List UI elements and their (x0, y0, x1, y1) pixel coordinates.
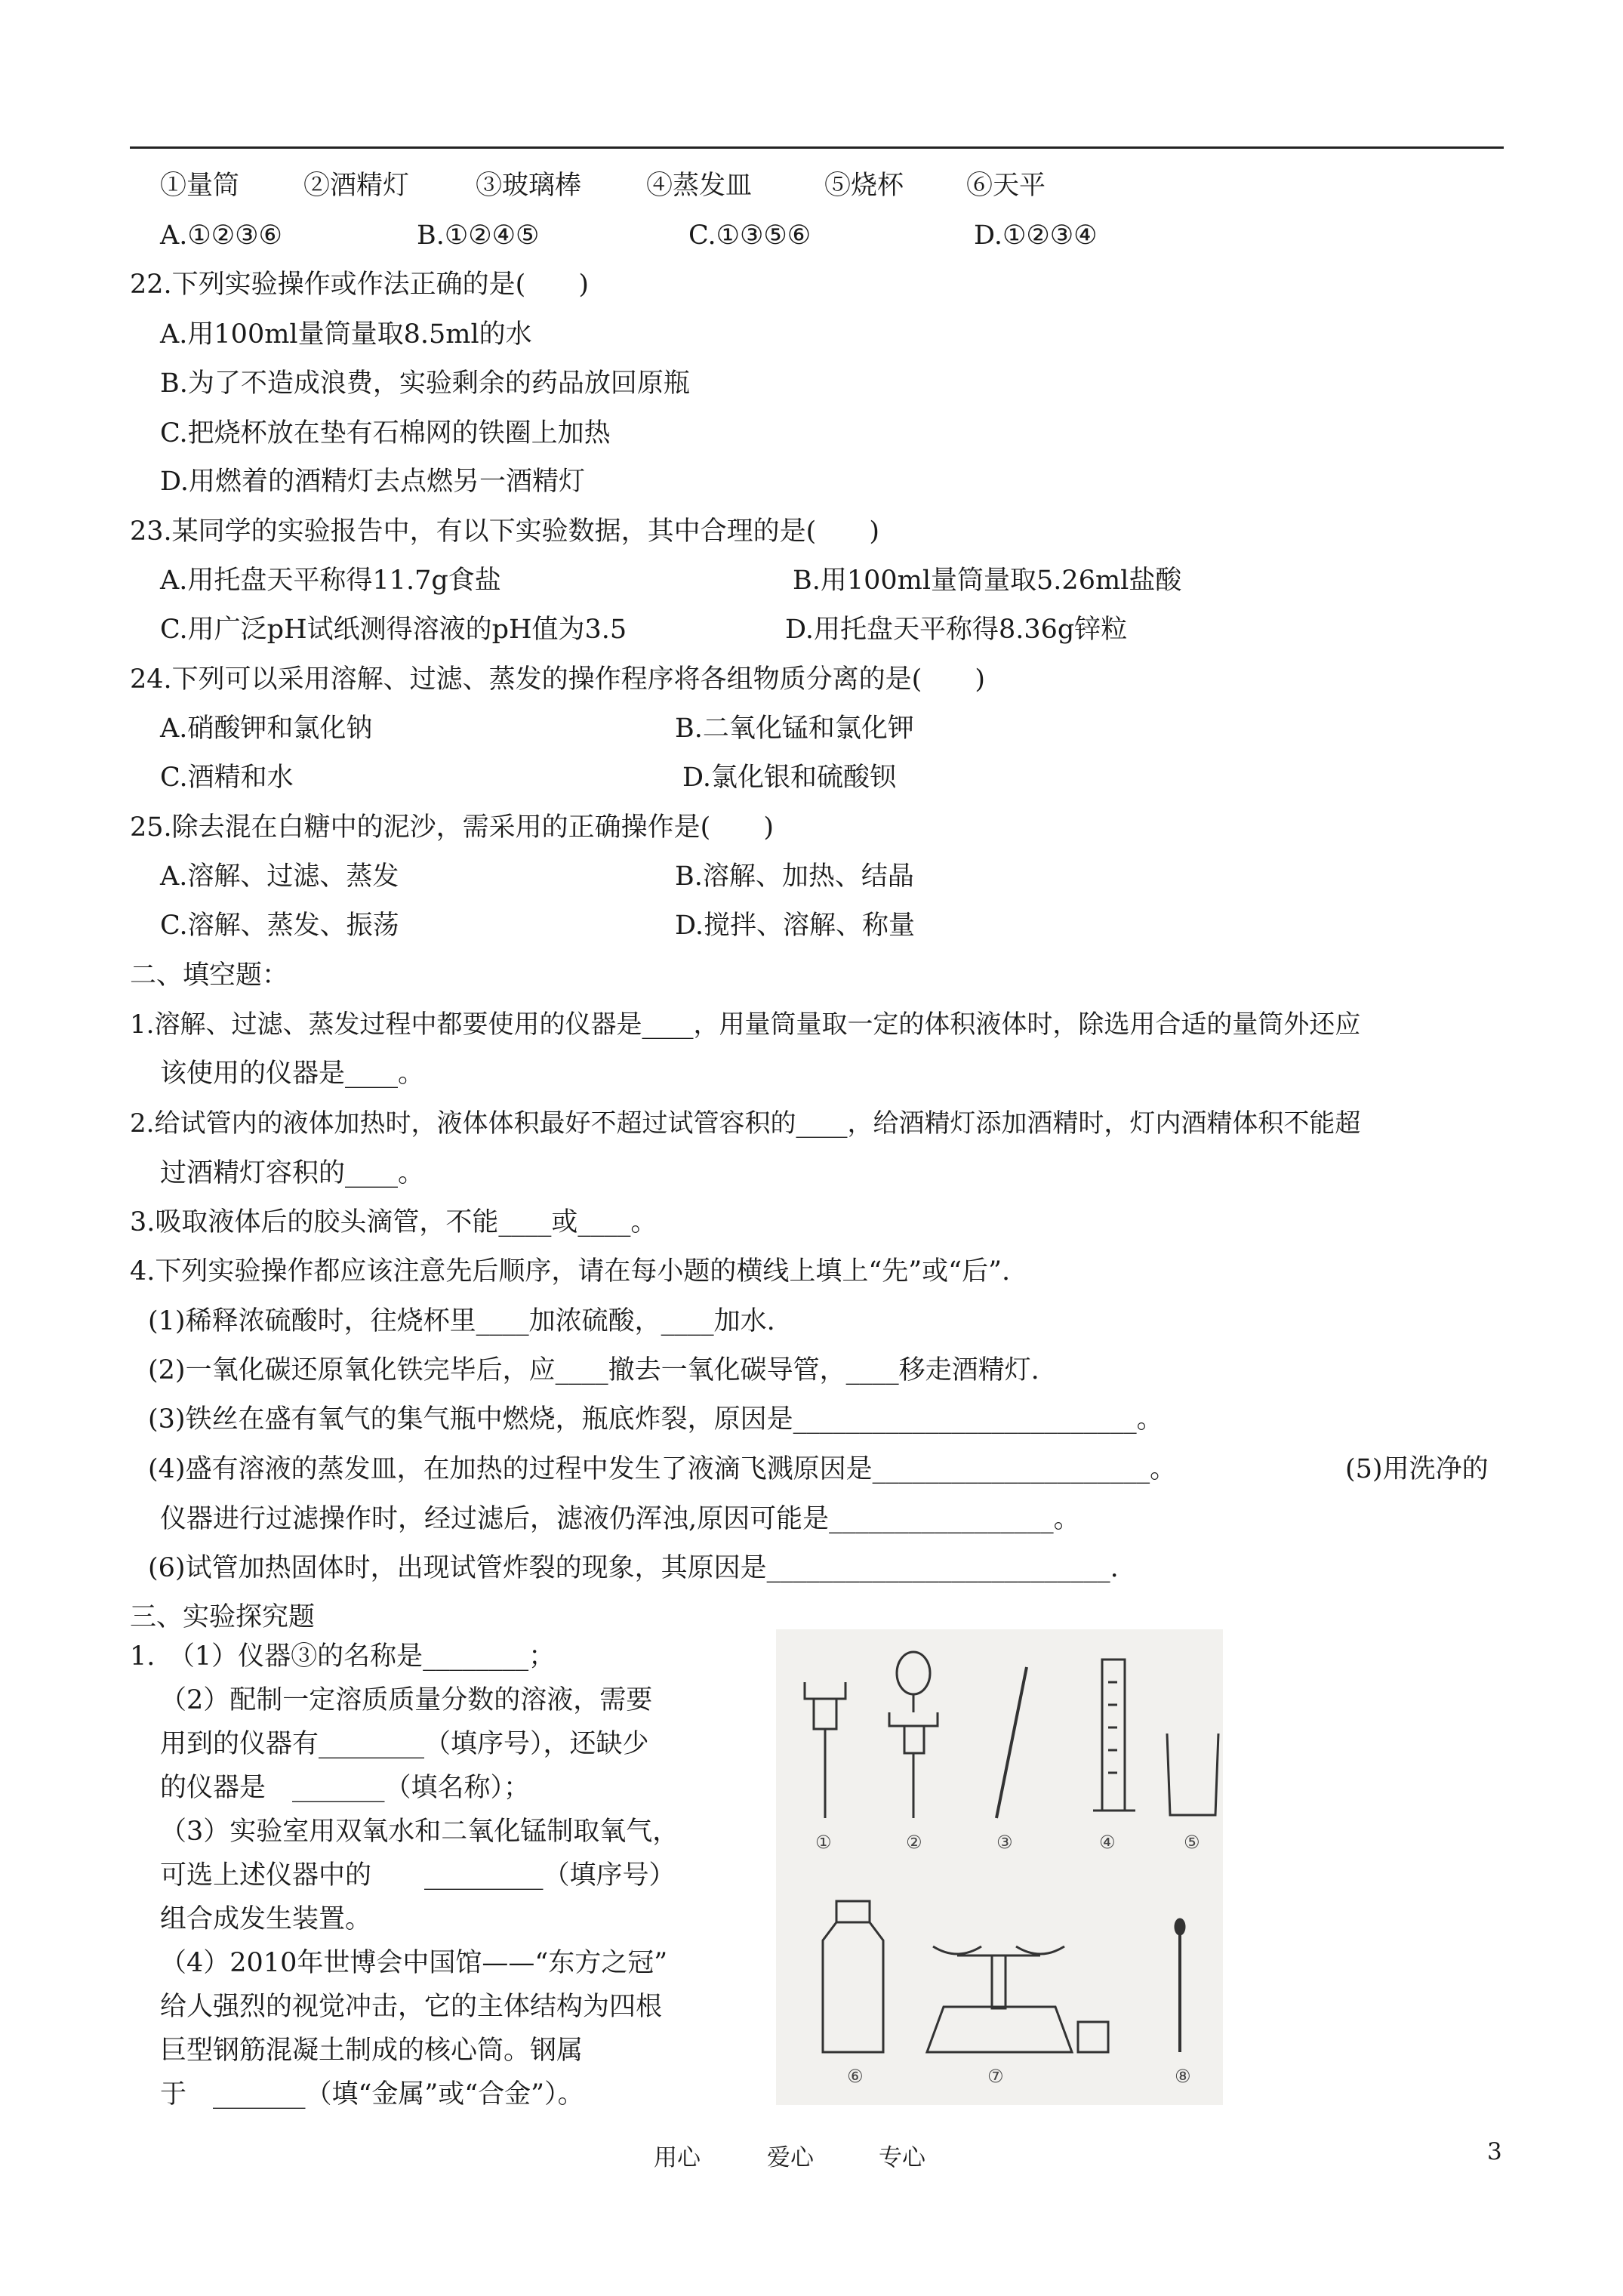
q23-stem: 23.某同学的实验报告中，有以下实验数据，其中合理的是( ) (130, 516, 879, 547)
fill-line: 过酒精灯容积的____。 (160, 1158, 425, 1188)
figure-label: ① (815, 1832, 832, 1853)
q21-option: A.①②③⑥ (160, 220, 282, 251)
exp-line: 可选上述仪器中的 _________（填序号） (160, 1860, 676, 1891)
exp-line: （4）2010年世博会中国馆——“东方之冠” (160, 1948, 668, 1978)
fill-line: (2)一氧化碳还原氧化铁完毕后，应____撤去一氧化碳导管，____移走酒精灯. (148, 1355, 1039, 1385)
q22-option: B.为了不造成浪费，实验剩余的药品放回原瓶 (160, 368, 690, 399)
exp-line: 的仪器是 _______（填名称）； (160, 1773, 531, 1803)
q22-stem: 22.下列实验操作或作法正确的是( ) (130, 270, 589, 300)
exp-line: 巨型钢筋混凝土制成的核心筒。钢属 (160, 2036, 584, 2066)
apparatus-drawing (776, 1629, 1223, 2105)
section-title: 三、实验探究题 (130, 1602, 316, 1632)
fill-line: (1)稀释浓硫酸时，往烧杯里____加浓硫酸，____加水. (148, 1306, 775, 1336)
page-number: 3 (1487, 2138, 1502, 2165)
q22-option: A.用100ml量筒量取8.5ml的水 (160, 319, 532, 350)
q21-item: ⑤烧杯 (824, 171, 904, 201)
exp-line: 1. （1）仪器③的名称是________； (130, 1641, 556, 1672)
q21-item: ⑥天平 (966, 171, 1046, 201)
footer-text: 用心 (654, 2144, 701, 2171)
figure-background (776, 1629, 1223, 2105)
q21-item: ③玻璃棒 (476, 171, 582, 201)
section-title: 二、填空题： (130, 960, 289, 991)
fill-line: 该使用的仪器是____。 (160, 1059, 425, 1089)
fill-line: 3.吸取液体后的胶头滴管，不能____或____。 (130, 1207, 658, 1237)
q24-option: B.二氧化锰和氯化钾 (675, 713, 914, 744)
fill-line: (4)盛有溶液的蒸发皿，在加热的过程中发生了液滴飞溅原因是_____________________。 (148, 1454, 1177, 1484)
fill-line: 2.给试管内的液体加热时，液体体积最好不超过试管容积的____，给酒精灯添加酒精时，灯内酒精体积不能超 (130, 1108, 1361, 1139)
fill-line: 4.下列实验操作都应该注意先后顺序，请在每小题的横线上填上“先”或“后”. (130, 1256, 1011, 1287)
q22-option: D.用燃着的酒精灯去点燃另一酒精灯 (160, 467, 585, 497)
figure-label: ⑤ (1184, 1832, 1200, 1853)
fill-line: (5)用洗净的 (1345, 1454, 1489, 1484)
q21-option: C.①③⑤⑥ (688, 220, 812, 251)
figure-label: ⑥ (847, 2066, 864, 2087)
exp-line: 给人强烈的视觉冲击，它的主体结构为四根 (160, 1992, 663, 2022)
q25-option: A.溶解、过滤、蒸发 (160, 861, 399, 892)
fill-line: (3)铁丝在盛有氧气的集气瓶中燃烧，瓶底炸裂，原因是__________________________。 (148, 1404, 1163, 1435)
q25-stem: 25.除去混在白糖中的泥沙，需采用的正确操作是( ) (130, 812, 774, 843)
q25-option: D.搅拌、溶解、称量 (675, 911, 915, 941)
q24-option: A.硝酸钾和氯化钠 (160, 713, 373, 744)
footer-text: 专心 (879, 2144, 925, 2171)
q21-item: ②酒精灯 (303, 171, 410, 201)
q25-option: B.溶解、加热、结晶 (675, 861, 914, 892)
q21-item: ①量筒 (160, 171, 240, 201)
exp-line: （3）实验室用双氧水和二氧化锰制取氧气， (160, 1817, 679, 1847)
exp-line: 用到的仪器有________（填序号），还缺少 (160, 1729, 649, 1759)
figure-label: ⑦ (987, 2066, 1004, 2087)
exp-line: 于 _______（填“金属”或“合金”）。 (160, 2079, 584, 2110)
q23-option: B.用100ml量筒量取5.26ml盐酸 (793, 566, 1182, 596)
exp-line: 组合成发生装置。 (160, 1904, 372, 1934)
figure-label: ⑧ (1175, 2066, 1191, 2087)
header-rule (130, 146, 1504, 149)
figure-label: ② (906, 1832, 922, 1853)
q22-option: C.把烧杯放在垫有石棉网的铁圈上加热 (160, 418, 611, 448)
q23-option: A.用托盘天平称得11.7g食盐 (160, 566, 501, 596)
q21-option: B.①②④⑤ (417, 220, 540, 251)
footer-text: 爱心 (767, 2144, 814, 2171)
q23-option: D.用托盘天平称得8.36g锌粒 (785, 615, 1128, 645)
fill-line: 仪器进行过滤操作时，经过滤后，滤液仍浑浊,原因可能是_________________。 (160, 1504, 1080, 1534)
figure-label: ③ (996, 1832, 1013, 1853)
q21-item: ④蒸发皿 (646, 171, 753, 201)
figure-label: ④ (1099, 1832, 1116, 1853)
q24-stem: 24.下列可以采用溶解、过滤、蒸发的操作程序将各组物质分离的是( ) (130, 664, 985, 695)
q24-option: C.酒精和水 (160, 763, 294, 793)
fill-line: (6)试管加热固体时，出现试管炸裂的现象，其原因是__________________________. (148, 1553, 1119, 1583)
apparatus-figure (776, 1629, 1223, 2105)
q25-option: C.溶解、蒸发、振荡 (160, 911, 399, 941)
exp-line: （2）配制一定溶质质量分数的溶液，需要 (160, 1685, 653, 1715)
q24-option: D.氯化银和硫酸钡 (682, 763, 896, 793)
q21-option: D.①②③④ (974, 220, 1098, 251)
q23-option: C.用广泛pH试纸测得溶液的pH值为3.5 (160, 615, 627, 645)
fill-line: 1.溶解、过滤、蒸发过程中都要使用的仪器是____，用量筒量取一定的体积液体时，除选用合适的量筒外还应 (130, 1009, 1361, 1040)
